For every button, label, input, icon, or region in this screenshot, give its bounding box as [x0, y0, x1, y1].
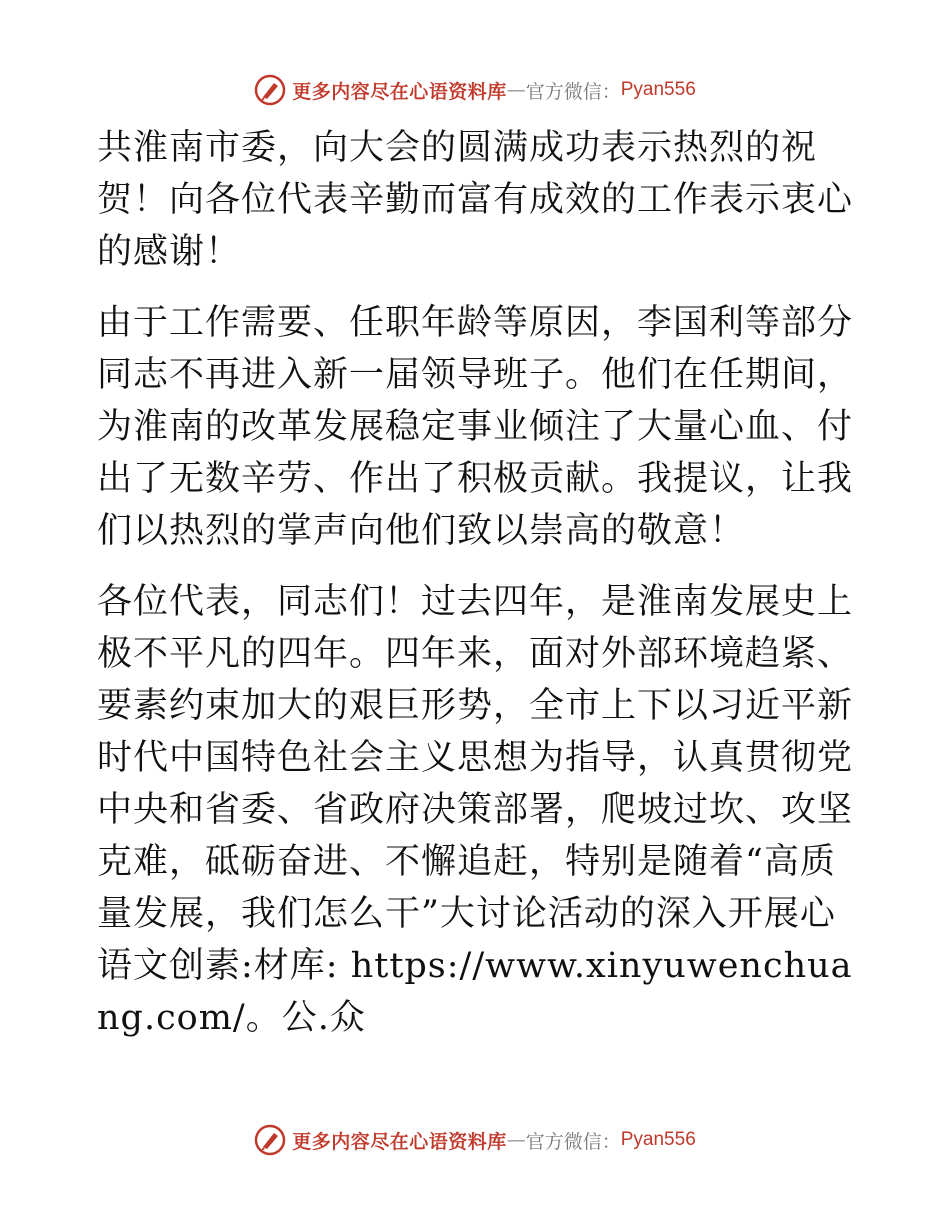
- banner-main-text: 更多内容尽在心语资料库: [292, 1130, 507, 1153]
- footer-banner: [0, 1120, 950, 1160]
- banner-wechat-id: Pyan556: [620, 79, 696, 100]
- banner-wechat-label: 官方微信：: [525, 80, 621, 103]
- paragraph-1: 共淮南市委，向大会的圆满成功表示热烈的祝贺！向各位代表辛勤而富有成效的工作表示衷心的感谢！: [97, 128, 854, 272]
- banner-dash: —: [506, 1129, 526, 1151]
- banner-dash: —: [506, 79, 526, 101]
- banner-wechat-id: Pyan556: [620, 1129, 696, 1150]
- document-body: [97, 122, 857, 1044]
- banner-main-text: 更多内容尽在心语资料库: [292, 80, 507, 103]
- header-banner: [0, 70, 950, 110]
- paragraph-2: 由于工作需要、任职年龄等原因，李国利等部分同志不再进入新一届领导班子。他们在任期间，为淮南的改革发展稳定事业倾注了大量心血、付出了无数辛劳、作出了积极贡献。我提议，让我们以热烈的掌声向他们致以崇高的敬意！: [97, 303, 854, 551]
- pen-logo-icon: [254, 1124, 286, 1156]
- pen-logo-icon: [254, 74, 286, 106]
- banner-wechat-label: 官方微信：: [525, 1130, 621, 1153]
- paragraph-3: 各位代表，同志们！过去四年，是淮南发展史上极不平凡的四年。四年来，面对外部环境趋紧、要素约束加大的艰巨形势，全市上下以习近平新时代中国特色社会主义思想为指导，认真贯彻党中央和省委、省政府决策部署，爬坡过坎、攻坚克难，砥砺奋进、不懈追赶，特别是随着“高质量发展，我们怎么干”大讨论活动的深入开展心语文创素:材库: https://www.xinyuwenchuang.com/。公.众: [97, 582, 854, 1038]
